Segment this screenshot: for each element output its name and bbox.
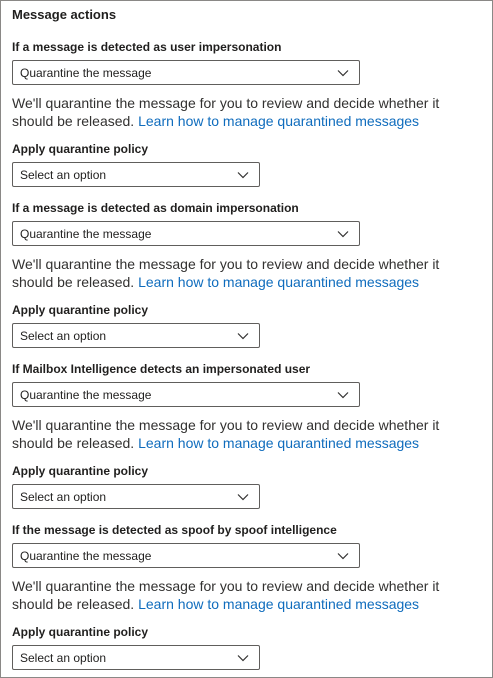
description-text: We'll quarantine the message for you to review and decide whether it should be released. — [12, 95, 440, 129]
spoof-intelligence-label: If the message is detected as spoof by spoof intelligence — [12, 523, 337, 537]
spoof-intelligence-action-dropdown[interactable] — [12, 543, 360, 568]
dropdown-value: Quarantine the message — [20, 226, 152, 241]
dropdown-value: Quarantine the message — [20, 548, 152, 563]
chevron-down-icon — [236, 651, 250, 665]
chevron-down-icon — [236, 490, 250, 504]
dropdown-placeholder: Select an option — [20, 489, 107, 504]
learn-quarantine-link[interactable]: Learn how to manage quarantined messages — [138, 113, 420, 129]
dropdown-placeholder: Select an option — [20, 650, 107, 665]
chevron-down-icon — [336, 388, 350, 402]
chevron-down-icon — [236, 168, 250, 182]
apply-quarantine-policy-label: Apply quarantine policy — [12, 464, 149, 478]
apply-quarantine-policy-label: Apply quarantine policy — [12, 625, 149, 639]
quarantine-policy-dropdown[interactable] — [12, 323, 260, 348]
quarantine-policy-dropdown[interactable] — [12, 162, 260, 187]
learn-quarantine-link[interactable]: Learn how to manage quarantined messages — [138, 435, 420, 451]
section-title: Message actions — [12, 7, 117, 22]
quarantine-description — [12, 94, 482, 130]
mailbox-intelligence-action-dropdown[interactable] — [12, 382, 360, 407]
apply-quarantine-policy-label: Apply quarantine policy — [12, 303, 149, 317]
user-impersonation-action-dropdown[interactable] — [12, 60, 360, 85]
chevron-down-icon — [336, 549, 350, 563]
quarantine-policy-dropdown[interactable] — [12, 645, 260, 670]
quarantine-description — [12, 255, 482, 291]
domain-impersonation-label: If a message is detected as domain impersonation — [12, 201, 299, 215]
quarantine-description — [12, 577, 482, 613]
learn-quarantine-link[interactable]: Learn how to manage quarantined messages — [138, 596, 420, 612]
quarantine-description — [12, 416, 482, 452]
domain-impersonation-action-dropdown[interactable] — [12, 221, 360, 246]
description-text: We'll quarantine the message for you to review and decide whether it should be released. — [12, 578, 440, 612]
description-text: We'll quarantine the message for you to review and decide whether it should be released. — [12, 256, 440, 290]
dropdown-value: Quarantine the message — [20, 65, 152, 80]
chevron-down-icon — [236, 329, 250, 343]
description-text: We'll quarantine the message for you to review and decide whether it should be released. — [12, 417, 440, 451]
dropdown-placeholder: Select an option — [20, 328, 107, 343]
mailbox-intelligence-label: If Mailbox Intelligence detects an impersonated user — [12, 362, 311, 376]
learn-quarantine-link[interactable]: Learn how to manage quarantined messages — [138, 274, 420, 290]
apply-quarantine-policy-label: Apply quarantine policy — [12, 142, 149, 156]
dropdown-value: Quarantine the message — [20, 387, 152, 402]
chevron-down-icon — [336, 227, 350, 241]
dropdown-placeholder: Select an option — [20, 167, 107, 182]
quarantine-policy-dropdown[interactable] — [12, 484, 260, 509]
chevron-down-icon — [336, 66, 350, 80]
user-impersonation-label: If a message is detected as user impersonation — [12, 40, 282, 54]
